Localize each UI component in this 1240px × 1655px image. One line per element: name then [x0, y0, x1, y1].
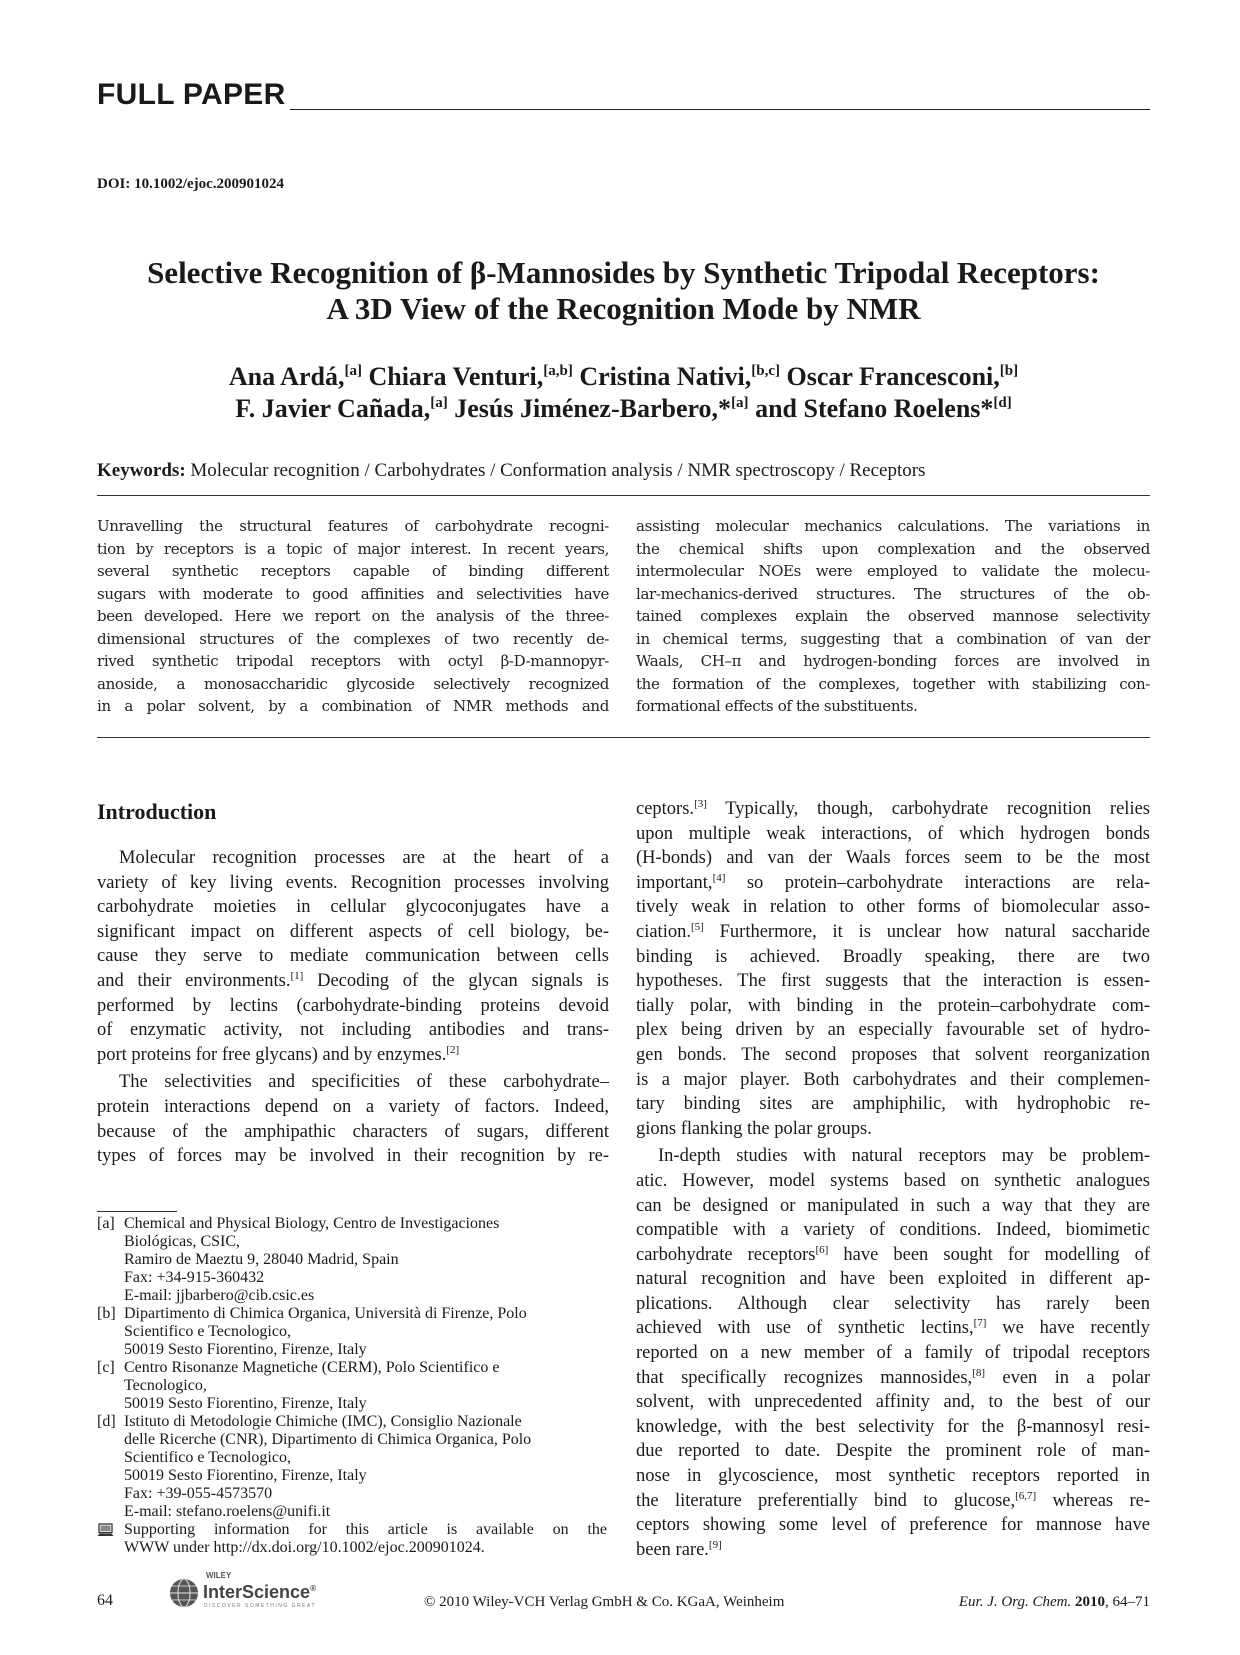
- header-rule: [290, 109, 1150, 110]
- affiliation-line: delle Ricerche (CNR), Dipartimento di Chimica Organica, Polo: [124, 1431, 532, 1448]
- body-text: so protein–carbohydrate interactions are rela-: [725, 872, 1150, 893]
- body-line: nose in glycoscience, most synthetic receptors reported in: [636, 1466, 1150, 1487]
- affiliation-b: [97, 1305, 607, 1359]
- journal-citation: [959, 1594, 1150, 1611]
- affiliation-tag: [b]: [97, 1305, 116, 1322]
- author-list: [97, 361, 1150, 425]
- affiliation-mark: [b,c]: [751, 363, 780, 379]
- intro-left-column: [97, 846, 609, 1169]
- body-line: of enzymatic activity, not including antibodies and trans-: [97, 1020, 609, 1041]
- keywords-label: Keywords:: [97, 460, 186, 481]
- body-text: achieved with use of synthetic lectins,: [636, 1318, 974, 1339]
- body-line: (H-bonds) and van der Waals forces seem to be the most: [636, 848, 1150, 869]
- supporting-link[interactable]: WWW under http://dx.doi.org/10.1002/ejoc.200901024.: [124, 1539, 485, 1556]
- abstract-line: Waals, CH–π and hydrogen-bonding forces are involved in: [636, 652, 1150, 670]
- body-text: been rare.: [636, 1539, 709, 1560]
- body-line: because of the amphipathic characters of sugars, different: [97, 1121, 609, 1142]
- running-header: [97, 78, 1150, 118]
- body-line: [636, 1316, 1150, 1341]
- affiliation-email[interactable]: E-mail: jjbarbero@cib.csic.es: [124, 1287, 315, 1304]
- abstract-line: intermolecular NOEs were employed to validate the molecu-: [636, 562, 1150, 580]
- citation[interactable]: [6]: [815, 1243, 829, 1256]
- intro-right-column: [636, 797, 1150, 1562]
- body-line: [636, 1243, 1150, 1268]
- header-label: FULL PAPER: [97, 78, 286, 111]
- section-heading-introduction: Introduction: [97, 799, 217, 824]
- body-line: [97, 969, 609, 994]
- body-line: The selectivities and specificities of these carbohydrate–: [119, 1072, 609, 1093]
- citation[interactable]: [9]: [708, 1538, 722, 1551]
- body-line: due reported to date. Despite the prominent role of man-: [636, 1441, 1150, 1462]
- body-text: ceptors.: [636, 799, 695, 819]
- abstract-line: several synthetic receptors capable of binding different: [97, 562, 609, 580]
- author-line-2: [97, 393, 1150, 425]
- citation[interactable]: [5]: [690, 920, 704, 933]
- abstract-line: dimensional structures of the complexes of two recently de-: [97, 629, 609, 648]
- affiliation-tag: [a]: [97, 1215, 115, 1232]
- citation[interactable]: [7]: [973, 1317, 987, 1330]
- body-line: [636, 797, 1150, 822]
- body-text: we have recently: [986, 1318, 1150, 1339]
- affiliation-line: Dipartimento di Chimica Organica, Università di Firenze, Polo: [124, 1305, 527, 1322]
- body-text: whereas re-: [1036, 1490, 1150, 1511]
- affiliation-line: Chemical and Physical Biology, Centro de Investigaciones: [124, 1215, 500, 1232]
- abstract-line: been developed. Here we report on the analysis of the three-: [97, 607, 609, 625]
- supporting-line: Supporting information for this article is available on the: [124, 1521, 607, 1538]
- abstract-line: lar-mechanics-derived structures. The structures of the ob-: [636, 584, 1150, 603]
- body-line: reported on a new member of a family of tripodal receptors: [636, 1343, 1150, 1364]
- affiliation-a: [97, 1215, 607, 1305]
- abstract-line: rived synthetic tripodal receptors with octyl β-D-mannopyr-: [97, 652, 609, 670]
- author-name: Ana Ardá,: [228, 362, 345, 391]
- citation[interactable]: [8]: [972, 1366, 985, 1379]
- keywords: [97, 460, 925, 482]
- affiliation-mark: [a]: [344, 363, 362, 379]
- affiliation-line: Fax: +39-055-4573570: [124, 1485, 273, 1502]
- body-line: upon multiple weak interactions, of which hydrogen bonds: [636, 823, 1150, 844]
- body-line: cause they serve to mediate communication between cells: [97, 946, 609, 967]
- supporting-information-note: [97, 1521, 607, 1557]
- citation[interactable]: [2]: [446, 1043, 460, 1056]
- affiliation-line: Tecnologico,: [124, 1377, 207, 1394]
- affiliation-mark: [d]: [993, 395, 1012, 411]
- affiliations: [97, 1215, 607, 1557]
- affiliation-mark: [b]: [999, 363, 1019, 379]
- body-line: gen bonds. The second proposes that solvent reorganization: [636, 1044, 1150, 1065]
- logo-registered-mark: ®: [310, 1584, 316, 1593]
- body-line: In-depth studies with natural receptors may be problem-: [658, 1146, 1150, 1167]
- body-line: carbohydrate moieties in cellular glycoconjugates have a: [97, 897, 609, 918]
- body-text: the literature preferentially bind to glucose,: [636, 1490, 1016, 1511]
- affiliation-c: [97, 1359, 607, 1413]
- globe-icon: [168, 1577, 200, 1609]
- body-text: Typically, though, carbohydrate recognition relies: [706, 799, 1150, 819]
- body-line: compatible with a variety of conditions. Indeed, biomimetic: [636, 1220, 1150, 1241]
- abstract-line: in chemical terms, suggesting that a combination of van der: [636, 629, 1150, 648]
- affiliation-line: Scientifico e Tecnologico,: [124, 1449, 291, 1466]
- body-line: plex being driven by an especially favourable set of hydro-: [636, 1020, 1150, 1041]
- author-name: Oscar Francesconi,: [780, 362, 1000, 391]
- body-text: important,: [636, 872, 713, 893]
- abstract-line: Unravelling the structural features of carbohydrate recogni-: [97, 517, 609, 535]
- affiliation-mark: [a]: [731, 395, 749, 411]
- author-name: Jesús Jiménez-Barbero,*: [447, 394, 732, 423]
- title-line-1: Selective Recognition of β-Mannosides by Synthetic Tripodal Receptors:: [147, 255, 1100, 290]
- citation[interactable]: [4]: [712, 871, 726, 884]
- interscience-logo[interactable]: [168, 1571, 358, 1610]
- affiliation-line: Biológicas, CSIC,: [124, 1233, 241, 1250]
- body-line: binding is achieved. Broadly speaking, there are two: [636, 946, 1150, 967]
- affiliation-line: Ramiro de Maeztu 9, 28040 Madrid, Spain: [124, 1251, 399, 1268]
- journal-pages: , 64–71: [1105, 1594, 1150, 1610]
- body-text: and their environments.: [97, 970, 291, 991]
- body-line: can be designed or manipulated in such a way that they are: [636, 1195, 1150, 1216]
- abstract-line: the formation of the complexes, together with stabilizing con-: [636, 674, 1150, 693]
- logo-main-text: InterScience: [203, 1582, 311, 1602]
- affiliation-mark: [a,b]: [543, 363, 573, 379]
- logo-wiley: WILEY: [206, 1571, 232, 1580]
- paper-title: [97, 255, 1150, 327]
- body-line: performed by lectins (carbohydrate-binding proteins devoid: [97, 995, 609, 1016]
- body-line: Molecular recognition processes are at the heart of a: [119, 848, 609, 868]
- body-line: plications. Although clear selectivity has rarely been: [636, 1293, 1150, 1314]
- affiliation-tag: [c]: [97, 1359, 115, 1376]
- body-line: types of forces may be involved in their recognition by re-: [97, 1146, 609, 1167]
- citation[interactable]: [1]: [290, 969, 304, 982]
- abstract-line: anoside, a monosaccharidic glycoside selectively recognized: [97, 674, 609, 693]
- abstract-line: sugars with moderate to good affinities and selectivities have: [97, 584, 609, 603]
- body-line: ceptors showing some level of preference for mannose have: [636, 1515, 1150, 1536]
- body-text: Furthermore, it is unclear how natural saccharide: [703, 921, 1150, 942]
- page-number: 64: [97, 1592, 113, 1609]
- logo-wordmark: [203, 1582, 316, 1603]
- body-line: hypotheses. The first suggests that the interaction is essen-: [636, 971, 1150, 992]
- affiliation-line: Centro Risonanze Magnetiche (CERM), Polo Scientifico e: [124, 1359, 500, 1376]
- journal-year: 2010: [1071, 1594, 1105, 1610]
- body-line: gions flanking the polar groups.: [636, 1118, 872, 1139]
- body-line: [636, 1366, 1150, 1391]
- abstract-line: tion by receptors is a topic of major interest. In recent years,: [97, 539, 609, 558]
- body-line: [636, 1538, 1150, 1563]
- journal-name: Eur. J. Org. Chem.: [958, 1594, 1072, 1610]
- affiliation-line: 50019 Sesto Fiorentino, Firenze, Italy: [124, 1395, 367, 1412]
- author-name: F. Javier Cañada,: [235, 394, 431, 423]
- citation[interactable]: [6,7]: [1015, 1489, 1037, 1502]
- abstract-left-column: [97, 515, 609, 718]
- author-line-1: [97, 361, 1150, 393]
- author-name: Chiara Venturi,: [361, 362, 544, 391]
- copyright: © 2010 Wiley-VCH Verlag GmbH & Co. KGaA, Weinheim: [424, 1594, 785, 1610]
- citation[interactable]: [3]: [694, 798, 707, 810]
- affiliation-line: Istituto di Metodologie Chimiche (IMC), Consiglio Nazionale: [124, 1413, 522, 1430]
- body-line: variety of key living events. Recognition processes involving: [97, 872, 609, 893]
- footnote-rule: [97, 1211, 177, 1212]
- body-line: tively weak in relation to other forms of biomolecular asso-: [636, 897, 1150, 918]
- affiliation-d: [97, 1413, 607, 1521]
- affiliation-line: Fax: +34-915-360432: [124, 1269, 265, 1286]
- abstract-line: tained complexes explain the observed mannose selectivity: [636, 607, 1150, 625]
- author-name: Cristina Nativi,: [572, 362, 752, 391]
- affiliation-line: Scientifico e Tecnologico,: [124, 1323, 291, 1340]
- body-line: [97, 1043, 609, 1068]
- author-name: and Stefano Roelens*: [748, 394, 994, 423]
- body-line: knowledge, with the best selectivity for the β-mannosyl resi-: [636, 1416, 1150, 1437]
- abstract-right-column: [636, 515, 1150, 718]
- affiliation-line: 50019 Sesto Fiorentino, Firenze, Italy: [124, 1341, 367, 1358]
- affiliation-tag: [d]: [97, 1413, 116, 1430]
- affiliation-mark: [a]: [430, 395, 448, 411]
- body-line: solvent, with unprecedented affinity and, to the best of our: [636, 1392, 1150, 1413]
- affiliation-email[interactable]: E-mail: stefano.roelens@unifi.it: [124, 1503, 331, 1520]
- abstract-bottom-rule: [97, 737, 1150, 738]
- body-line: [636, 1489, 1150, 1514]
- abstract-line: assisting molecular mechanics calculations. The variations in: [636, 517, 1150, 535]
- abstract-line: formational effects of the substituents.: [636, 697, 918, 715]
- body-line: [636, 871, 1150, 896]
- body-line: natural recognition and have been exploited in different ap-: [636, 1269, 1150, 1290]
- body-text: even in a polar: [985, 1367, 1150, 1388]
- body-line: significant impact on different aspects of cell biology, be-: [97, 921, 609, 942]
- body-text: have been sought for modelling of: [828, 1244, 1151, 1265]
- doi[interactable]: DOI: 10.1002/ejoc.200901024: [97, 176, 285, 192]
- affiliation-line: 50019 Sesto Fiorentino, Firenze, Italy: [124, 1467, 367, 1484]
- keywords-text: Molecular recognition / Carbohydrates / Conformation analysis / NMR spectroscopy / Receptors: [185, 460, 926, 481]
- logo-tagline: DISCOVER SOMETHING GREAT: [204, 1603, 317, 1609]
- computer-icon: [97, 1523, 114, 1537]
- title-line-2: A 3D View of the Recognition Mode by NMR: [326, 291, 921, 326]
- abstract-top-rule: [97, 495, 1150, 496]
- body-text: carbohydrate receptors: [636, 1244, 816, 1265]
- body-line: atic. However, model systems based on synthetic analogues: [636, 1170, 1150, 1191]
- abstract-line: the chemical shifts upon complexation and the observed: [636, 539, 1150, 558]
- body-line: tary binding sites are amphiphilic, with hydrophobic re-: [636, 1094, 1150, 1115]
- body-text: port proteins for free glycans) and by enzymes.: [97, 1044, 447, 1065]
- body-text: Decoding of the glycan signals is: [303, 970, 609, 991]
- body-line: protein interactions depend on a variety of factors. Indeed,: [97, 1096, 609, 1117]
- body-line: is a major player. Both carbohydrates and their complemen-: [636, 1069, 1150, 1090]
- abstract-line: in a polar solvent, by a combination of NMR methods and: [97, 697, 609, 715]
- body-line: tially polar, with binding in the protein–carbohydrate com-: [636, 995, 1150, 1016]
- body-text: ciation.: [636, 921, 691, 942]
- body-text: that specifically recognizes mannosides,: [636, 1367, 973, 1388]
- body-line: [636, 920, 1150, 945]
